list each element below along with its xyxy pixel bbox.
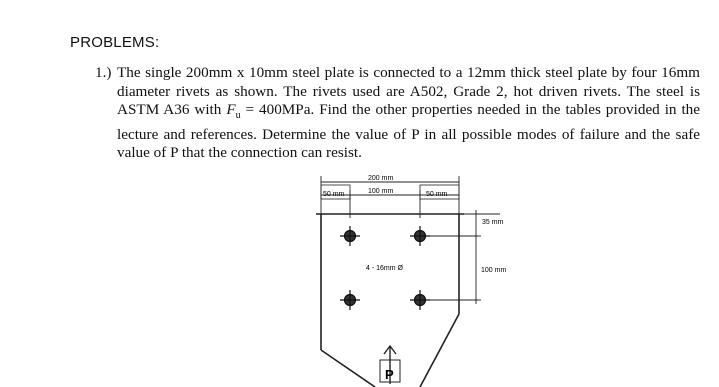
problem-text-part-1: The single 200mm x 10mm steel plate is connected to a 12mm thick steel plate by four 16mm diameter rivets as shown. The rivets used are A502, Grade 2, hot driven rivets. The steel is ASTM A36 with	[117, 64, 700, 119]
problem-statement	[95, 64, 700, 163]
section-heading: PROBLEMS:	[70, 34, 160, 51]
dim-left-edge-label: 50 mm	[323, 191, 345, 198]
rivet	[410, 290, 430, 310]
rivet	[340, 226, 360, 246]
dim-end-distance-label: 35 mm	[482, 219, 504, 226]
dim-right-edge-label: 50 mm	[426, 191, 448, 198]
rivet	[340, 290, 360, 310]
dim-gauge-label: 100 mm	[368, 188, 394, 195]
problem-text-part-2: = 400MPa. Find the other properties needed in the tables provided in the lecture and references. Determine the value of P in all possible modes of failure and the safe value of P that the connection can resist.	[117, 101, 701, 162]
fu-subscript: u	[235, 110, 241, 122]
rivet	[410, 226, 430, 246]
problem-number: 1.)	[95, 64, 112, 81]
problem-text	[95, 64, 700, 163]
load-label: P	[385, 367, 394, 382]
fu-symbol: F	[226, 101, 236, 119]
dim-width-label: 200 mm	[368, 175, 394, 182]
rivet-label: 4 - 16mm Ø	[366, 265, 403, 272]
dim-pitch-label: 100 mm	[481, 267, 507, 274]
connection-figure	[0, 170, 719, 387]
